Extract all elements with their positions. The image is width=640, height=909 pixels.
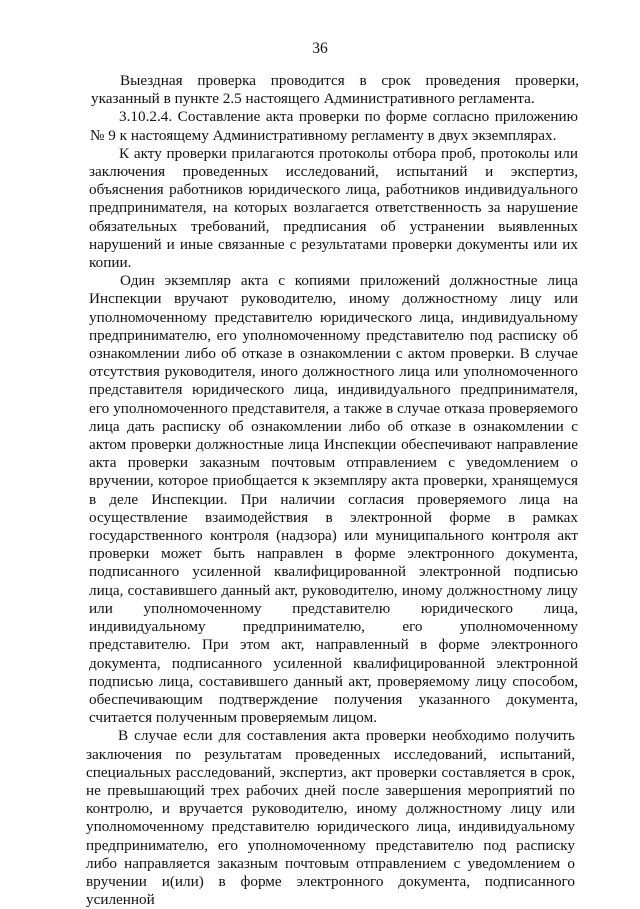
paragraph-act-attachments: К акту проверки прилагаются протоколы отбора проб, протоколы или заключения проведенных исследований, испытаний и экспертиз, объяснения работников юридического лица, работников индивидуального предпринимателя, на которых возлагается ответственность за нарушение обязательных требований, предписания об устранении выявленных нарушений и иные связанные с результатами проверки документы или их копии. [89, 144, 578, 272]
page-number: 36 [312, 40, 328, 57]
paragraph-act-preparation: 3.10.2.4. Составление акта проверки по форме согласно приложению № 9 к настоящему Административному регламенту в двух экземплярах. [90, 108, 578, 144]
paragraph-act-delivery: Один экземпляр акта с копиями приложений должностные лица Инспекции вручают руководителю, иному должностному лицу или уполномоченному представителю юридического лица, индивидуальному предпринимателю, его уполномоченному представителю под расписку об ознакомлении либо об отказе в ознакомлении с актом проверки. В случае отсутствия руководителя, иного должностного лица или уполномоченного представителя юридического лица, индивидуального предпринимателя, его уполномоченного представителя, а также в случае отказа проверяемого лица дать расписку об ознакомлении либо об отказе в ознакомлении с актом проверки должностные лица Инспекции обеспечивают направление акта проверки заказным почтовым отправлением с уведомлением о вручении, которое приобщается к экземпляру акта проверки, хранящемуся в деле Инспекции. При наличии согласия проверяемого лица на осуществление взаимодействия в электронной форме в рамках государственного контроля (надзора) или муниципального контроля акт проверки может быть направлен в форме электронного документа, подписанного усиленной квалифицированной электронной подписью лица, составившего данный акт, руководителю, иному должностному лицу или уполномоченному представителю юридического лица, индивидуальному предпринимателю, его уполномоченному представителю. При этом акт, направленный в форме электронного документа, подписанного усиленной квалифицированной электронной подписью лица, составившего данный акт, проверяемому лицу способом, обеспечивающим подтверждение получения указанного документа, считается полученным проверяемым лицом. [89, 272, 578, 727]
paragraph-inspection-term: Выездная проверка проводится в срок проведения проверки, указанный в пункте 2.5 настоящего Административного регламента. [91, 72, 579, 108]
document-body [0, 72, 640, 909]
paragraph-act-deadline: В случае если для составления акта проверки необходимо получить заключения по результатам проведенных исследований, испытаний, специальных расследований, экспертиз, акт проверки составляется в срок, не превышающий трех рабочих дней после завершения мероприятий по контролю, и вручается руководителю, иному должностному лицу или уполномоченному представителю юридического лица, индивидуальному предпринимателю, его уполномоченному представителю под расписку либо направляется заказным почтовым отправлением с уведомлением о вручении и(или) в форме электронного документа, подписанного усиленной [86, 727, 575, 909]
